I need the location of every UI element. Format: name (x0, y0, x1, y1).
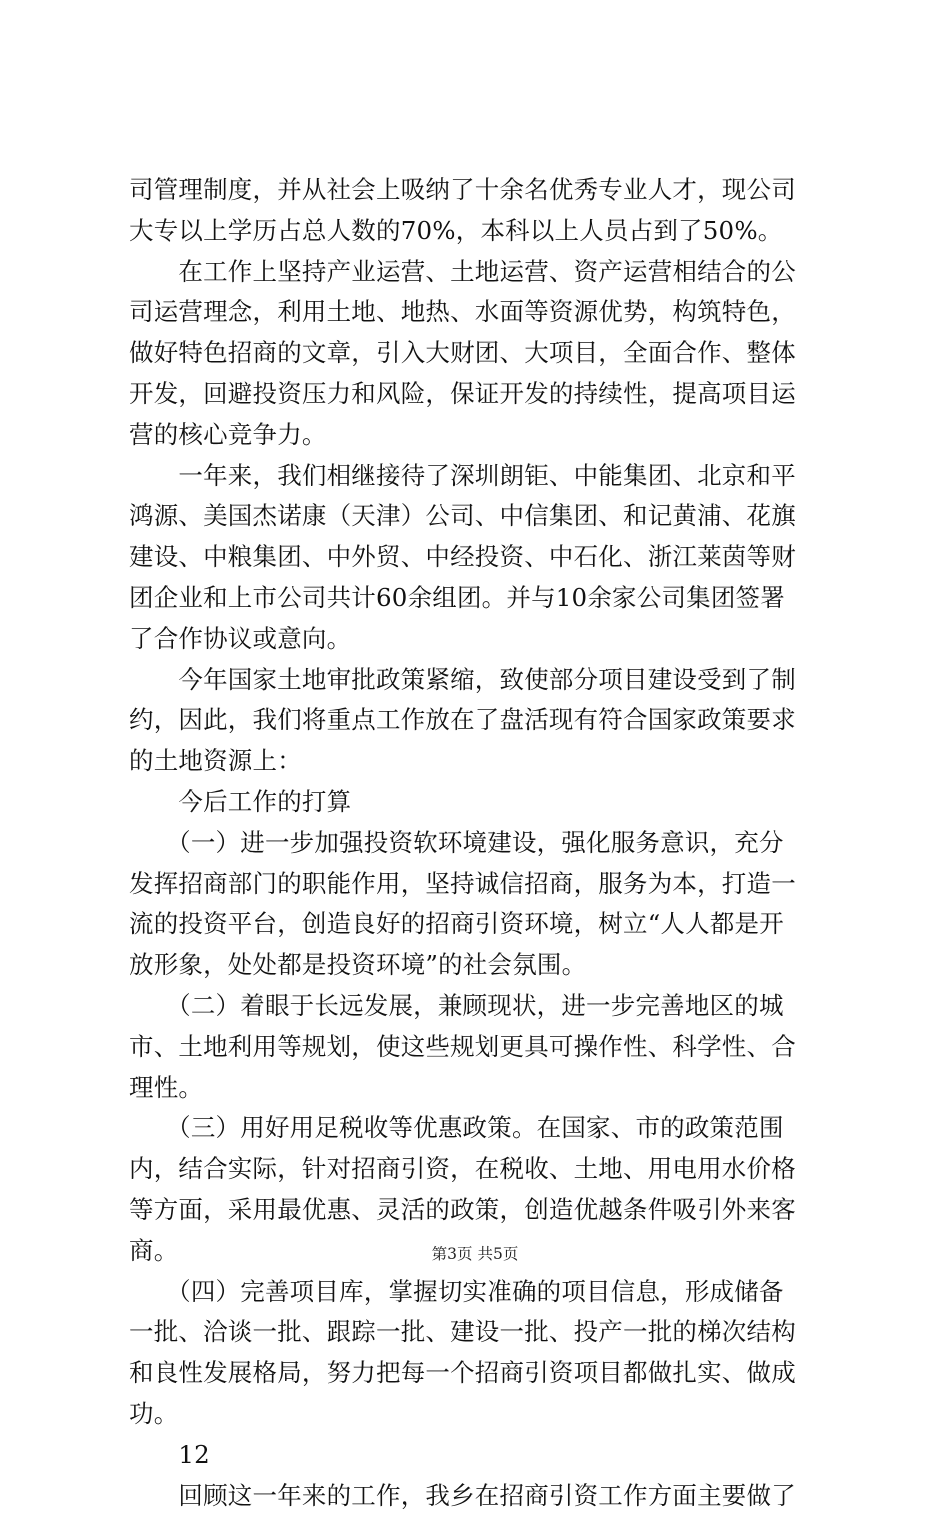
text-line: 一年来，我们相继接待了深圳朗钜、中能集团、北京和平 (129, 456, 829, 497)
text-line: 功。 (129, 1394, 829, 1435)
text-line: 司管理制度，并从社会上吸纳了十余名优秀专业人才，现公司 (129, 170, 829, 211)
text-line: 内，结合实际，针对招商引资，在税收、土地、用电用水价格 (129, 1149, 829, 1190)
text-line: 做好特色招商的文章，引入大财团、大项目，全面合作、整体 (129, 333, 829, 374)
text-line: 鸿源、美国杰诺康（天津）公司、中信集团、和记黄浦、花旗 (129, 496, 829, 537)
text-line: 一批、洽谈一批、跟踪一批、建设一批、投产一批的梯次结构 (129, 1312, 829, 1353)
text-line: 在工作上坚持产业运营、土地运营、资产运营相结合的公 (129, 252, 829, 293)
text-line: 流的投资平台，创造良好的招商引资环境，树立“人人都是开 (129, 904, 829, 945)
text-line: 放形象，处处都是投资环境”的社会氛围。 (129, 945, 829, 986)
text-line: 和良性发展格局，努力把每一个招商引资项目都做扎实、做成 (129, 1353, 829, 1394)
text-line: 团企业和上市公司共计60余组团。并与10余家公司集团签署 (129, 578, 829, 619)
text-line: 了合作协议或意向。 (129, 619, 829, 660)
text-line: （三）用好用足税收等优惠政策。在国家、市的政策范围 (129, 1108, 829, 1149)
text-line: 约，因此，我们将重点工作放在了盘活现有符合国家政策要求 (129, 700, 829, 741)
page-footer: 第3页 共5页 (0, 1244, 950, 1264)
text-line: 理性。 (129, 1068, 829, 1109)
text-line: 市、土地利用等规划，使这些规划更具可操作性、科学性、合 (129, 1027, 829, 1068)
text-line: 商。 (129, 1231, 829, 1272)
text-line: 司运营理念，利用土地、地热、水面等资源优势，构筑特色， (129, 292, 829, 333)
text-line: 大专以上学历占总人数的70%，本科以上人员占到了50%。 (129, 211, 829, 252)
document-body (129, 170, 829, 1516)
text-line: 发挥招商部门的职能作用，坚持诚信招商，服务为本，打造一 (129, 864, 829, 905)
text-line: （四）完善项目库，掌握切实准确的项目信息，形成储备 (129, 1272, 829, 1313)
text-line: 回顾这一年来的工作，我乡在招商引资工作方面主要做了 (129, 1476, 829, 1516)
text-line: （二）着眼于长远发展，兼顾现状，进一步完善地区的城 (129, 986, 829, 1027)
text-line: 营的核心竞争力。 (129, 415, 829, 456)
text-line: 今后工作的打算 (129, 782, 829, 823)
text-line: 建设、中粮集团、中外贸、中经投资、中石化、浙江莱茵等财 (129, 537, 829, 578)
text-line: 开发，回避投资压力和风险，保证开发的持续性，提高项目运 (129, 374, 829, 415)
text-line: （一）进一步加强投资软环境建设，强化服务意识，充分 (129, 823, 829, 864)
text-line: 今年国家土地审批政策紧缩，致使部分项目建设受到了制 (129, 660, 829, 701)
text-line: 等方面，采用最优惠、灵活的政策，创造优越条件吸引外来客 (129, 1190, 829, 1231)
text-line: 的土地资源上： (129, 741, 829, 782)
text-line: 12 (129, 1435, 829, 1476)
